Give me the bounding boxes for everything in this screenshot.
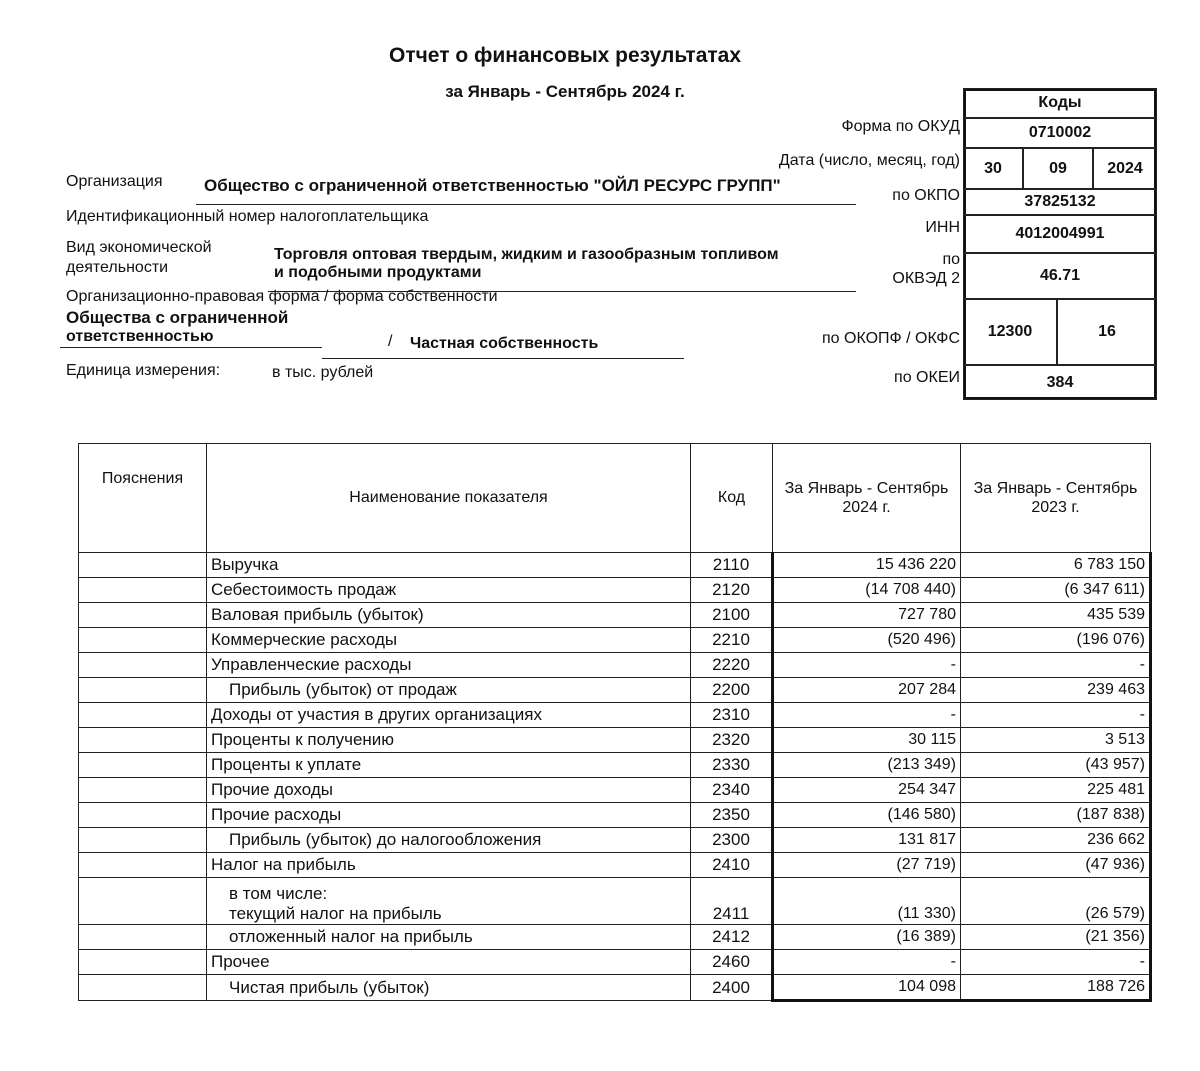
row-name bbox=[207, 878, 691, 925]
row-code: 2100 bbox=[691, 603, 773, 628]
row-current-value: (146 580) bbox=[773, 803, 961, 828]
row-previous-value: (43 957) bbox=[961, 753, 1151, 778]
inn-code-label: ИНН bbox=[925, 219, 960, 236]
row-name: Чистая прибыль (убыток) bbox=[207, 975, 691, 1001]
org-underline bbox=[196, 204, 856, 205]
notes-cell bbox=[79, 728, 207, 753]
row-name: Себестоимость продаж bbox=[207, 578, 691, 603]
unit-label: Единица измерения: bbox=[66, 362, 221, 379]
activity-line-1: Торговля оптовая твердым, жидким и газообразным топливом bbox=[274, 246, 779, 263]
ownership-underline bbox=[322, 358, 684, 359]
row-name-prefix: в том числе: bbox=[229, 884, 328, 903]
form-separator: / bbox=[388, 333, 393, 350]
codes-box bbox=[963, 88, 1157, 400]
col-previous-period-header: За Январь - Сентябрь 2023 г. bbox=[961, 444, 1151, 553]
row-previous-value: 236 662 bbox=[961, 828, 1151, 853]
table-row bbox=[79, 603, 1151, 628]
okud-label: Форма по ОКУД bbox=[841, 118, 960, 135]
row-code: 2411 bbox=[691, 878, 773, 925]
table-row bbox=[79, 653, 1151, 678]
okopf-label: по ОКОПФ / ОКФС bbox=[822, 330, 960, 347]
row-current-value: 15 436 220 bbox=[773, 553, 961, 578]
row-current-value: (16 389) bbox=[773, 925, 961, 950]
codes-title: Коды bbox=[963, 88, 1157, 118]
okpo-code: 37825132 bbox=[963, 189, 1157, 215]
notes-cell bbox=[79, 853, 207, 878]
row-previous-value: (196 076) bbox=[961, 628, 1151, 653]
unit-value: в тыс. рублей bbox=[272, 364, 374, 381]
table-row bbox=[79, 950, 1151, 975]
activity-label-2: деятельности bbox=[66, 259, 169, 276]
row-name: Налог на прибыль bbox=[207, 853, 691, 878]
row-name: Проценты к уплате bbox=[207, 753, 691, 778]
table-row bbox=[79, 703, 1151, 728]
inn-code: 4012004991 bbox=[963, 215, 1157, 253]
row-current-value: (14 708 440) bbox=[773, 578, 961, 603]
row-name: Прочее bbox=[207, 950, 691, 975]
row-current-value: 254 347 bbox=[773, 778, 961, 803]
col-name-header: Наименование показателя bbox=[207, 444, 691, 553]
row-current-value: - bbox=[773, 950, 961, 975]
table-row bbox=[79, 828, 1151, 853]
table-row bbox=[79, 753, 1151, 778]
row-previous-value: 239 463 bbox=[961, 678, 1151, 703]
table-row bbox=[79, 628, 1151, 653]
row-code: 2200 bbox=[691, 678, 773, 703]
notes-cell bbox=[79, 975, 207, 1001]
row-previous-value: (21 356) bbox=[961, 925, 1151, 950]
row-name: Коммерческие расходы bbox=[207, 628, 691, 653]
okved-label-2: ОКВЭД 2 bbox=[892, 270, 960, 287]
table-row bbox=[79, 778, 1151, 803]
notes-cell bbox=[79, 553, 207, 578]
okud-code: 0710002 bbox=[963, 118, 1157, 148]
row-current-value: - bbox=[773, 703, 961, 728]
row-name: Прибыль (убыток) от продаж bbox=[207, 678, 691, 703]
row-code: 2460 bbox=[691, 950, 773, 975]
row-name: Проценты к получению bbox=[207, 728, 691, 753]
row-code: 2330 bbox=[691, 753, 773, 778]
row-previous-value: 6 783 150 bbox=[961, 553, 1151, 578]
row-previous-value: 435 539 bbox=[961, 603, 1151, 628]
row-previous-value: (26 579) bbox=[961, 878, 1151, 925]
ownership-form: Частная собственность bbox=[410, 335, 599, 352]
table-row bbox=[79, 678, 1151, 703]
notes-cell bbox=[79, 753, 207, 778]
row-previous-value: (47 936) bbox=[961, 853, 1151, 878]
table-row bbox=[79, 878, 1151, 925]
notes-cell bbox=[79, 925, 207, 950]
okfs-code: 16 bbox=[1057, 299, 1157, 365]
row-code: 2400 bbox=[691, 975, 773, 1001]
table-row bbox=[79, 578, 1151, 603]
row-previous-value: 3 513 bbox=[961, 728, 1151, 753]
legal-form-underline bbox=[60, 347, 322, 348]
table-header-row bbox=[79, 444, 1151, 553]
row-name-main: текущий налог на прибыль bbox=[229, 904, 442, 923]
row-code: 2310 bbox=[691, 703, 773, 728]
report-period: за Январь - Сентябрь 2024 г. bbox=[445, 82, 685, 101]
row-current-value: (213 349) bbox=[773, 753, 961, 778]
org-name: Общество с ограниченной ответственностью "ОЙЛ РЕСУРС ГРУПП" bbox=[204, 176, 781, 195]
notes-cell bbox=[79, 878, 207, 925]
row-name: Прибыль (убыток) до налогообложения bbox=[207, 828, 691, 853]
row-current-value: 131 817 bbox=[773, 828, 961, 853]
row-code: 2120 bbox=[691, 578, 773, 603]
date-day: 30 bbox=[963, 148, 1023, 189]
okved-label-1: по bbox=[942, 251, 960, 268]
row-current-value: 30 115 bbox=[773, 728, 961, 753]
notes-cell bbox=[79, 778, 207, 803]
notes-cell bbox=[79, 603, 207, 628]
row-code: 2412 bbox=[691, 925, 773, 950]
legal-form-label: Организационно-правовая форма / форма собственности bbox=[66, 288, 498, 305]
row-previous-value: - bbox=[961, 950, 1151, 975]
row-current-value: (27 719) bbox=[773, 853, 961, 878]
legal-form-line-1: Общества с ограниченной bbox=[66, 308, 289, 327]
row-previous-value: (187 838) bbox=[961, 803, 1151, 828]
row-current-value: (520 496) bbox=[773, 628, 961, 653]
col-current-period-header: За Январь - Сентябрь 2024 г. bbox=[773, 444, 961, 553]
row-current-value: 104 098 bbox=[773, 975, 961, 1001]
table-row bbox=[79, 803, 1151, 828]
row-previous-value: - bbox=[961, 703, 1151, 728]
notes-cell bbox=[79, 950, 207, 975]
notes-cell bbox=[79, 803, 207, 828]
notes-cell bbox=[79, 828, 207, 853]
notes-cell bbox=[79, 678, 207, 703]
row-name: Валовая прибыль (убыток) bbox=[207, 603, 691, 628]
okpo-label: по ОКПО bbox=[892, 187, 960, 204]
notes-cell bbox=[79, 628, 207, 653]
date-month: 09 bbox=[1023, 148, 1093, 189]
col-code-header: Код bbox=[691, 444, 773, 553]
row-previous-value: (6 347 611) bbox=[961, 578, 1151, 603]
okopf-code: 12300 bbox=[963, 299, 1057, 365]
org-label: Организация bbox=[66, 173, 163, 190]
activity-line-2: и подобными продуктами bbox=[274, 264, 482, 281]
okei-code: 384 bbox=[963, 365, 1157, 400]
report-title: Отчет о финансовых результатах bbox=[388, 44, 742, 67]
row-name: Прочие доходы bbox=[207, 778, 691, 803]
row-name: Управленческие расходы bbox=[207, 653, 691, 678]
table-row bbox=[79, 925, 1151, 950]
okei-label: по ОКЕИ bbox=[894, 369, 960, 386]
row-code: 2320 bbox=[691, 728, 773, 753]
legal-form-line-2: ответственностью bbox=[66, 328, 214, 345]
activity-label-1: Вид экономической bbox=[66, 239, 212, 256]
notes-cell bbox=[79, 703, 207, 728]
row-code: 2350 bbox=[691, 803, 773, 828]
table-row bbox=[79, 553, 1151, 578]
table-row bbox=[79, 728, 1151, 753]
row-code: 2110 bbox=[691, 553, 773, 578]
row-current-value: (11 330) bbox=[773, 878, 961, 925]
row-previous-value: 225 481 bbox=[961, 778, 1151, 803]
row-current-value: 727 780 bbox=[773, 603, 961, 628]
table-row bbox=[79, 853, 1151, 878]
row-name: Прочие расходы bbox=[207, 803, 691, 828]
row-current-value: 207 284 bbox=[773, 678, 961, 703]
row-name: Доходы от участия в других организациях bbox=[207, 703, 691, 728]
row-code: 2410 bbox=[691, 853, 773, 878]
row-code: 2220 bbox=[691, 653, 773, 678]
okved-code: 46.71 bbox=[963, 253, 1157, 299]
row-code: 2340 bbox=[691, 778, 773, 803]
date-year: 2024 bbox=[1093, 148, 1157, 189]
row-name: отложенный налог на прибыль bbox=[207, 925, 691, 950]
date-label: Дата (число, месяц, год) bbox=[778, 152, 960, 169]
table-row bbox=[79, 975, 1151, 1001]
financial-results-table bbox=[78, 443, 1152, 1002]
row-code: 2210 bbox=[691, 628, 773, 653]
notes-cell bbox=[79, 653, 207, 678]
notes-cell bbox=[79, 578, 207, 603]
row-current-value: - bbox=[773, 653, 961, 678]
col-notes-header: Пояснения bbox=[79, 444, 207, 553]
row-previous-value: 188 726 bbox=[961, 975, 1151, 1001]
row-previous-value: - bbox=[961, 653, 1151, 678]
row-code: 2300 bbox=[691, 828, 773, 853]
taxpayer-id-label: Идентификационный номер налогоплательщика bbox=[66, 208, 429, 225]
row-name: Выручка bbox=[207, 553, 691, 578]
